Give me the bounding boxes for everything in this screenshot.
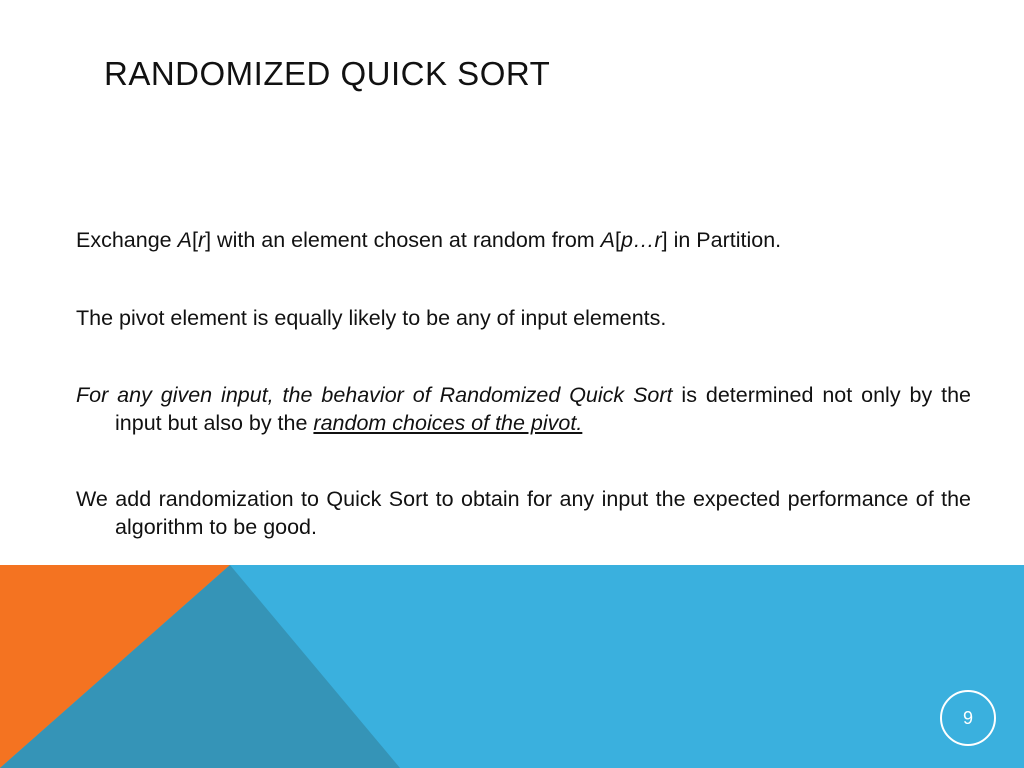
slide-body	[76, 226, 971, 541]
text-run: ] in Partition.	[661, 228, 782, 252]
bullet-behavior	[76, 381, 971, 437]
slide-title: RANDOMIZED QUICK SORT	[104, 55, 551, 92]
text-run: [	[615, 228, 621, 252]
text-run: is determined not only by the input but also by the	[115, 383, 972, 435]
math-a: A	[177, 228, 192, 252]
math-r: r	[197, 228, 206, 252]
bullet-pivot: The pivot element is equally likely to be any of input elements.	[76, 306, 667, 330]
math-p-r: p…r	[621, 228, 662, 252]
text-run: ] with an element chosen at random from	[205, 228, 601, 252]
text-run-emphasis: random choices of the pivot.	[313, 411, 583, 435]
decorative-footer-art	[0, 565, 1024, 768]
math-a: A	[600, 228, 616, 252]
text-run: Exchange	[76, 228, 178, 252]
bullet-exchange	[76, 226, 971, 254]
text-run-italic: For any given input, the behavior of Randomized Quick Sort	[76, 383, 673, 407]
page-number-badge: 9	[940, 690, 996, 746]
text-run: [	[191, 228, 198, 252]
bullet-randomization: We add randomization to Quick Sort to obtain for any input the expected performance of the algorithm to be good.	[76, 487, 971, 539]
